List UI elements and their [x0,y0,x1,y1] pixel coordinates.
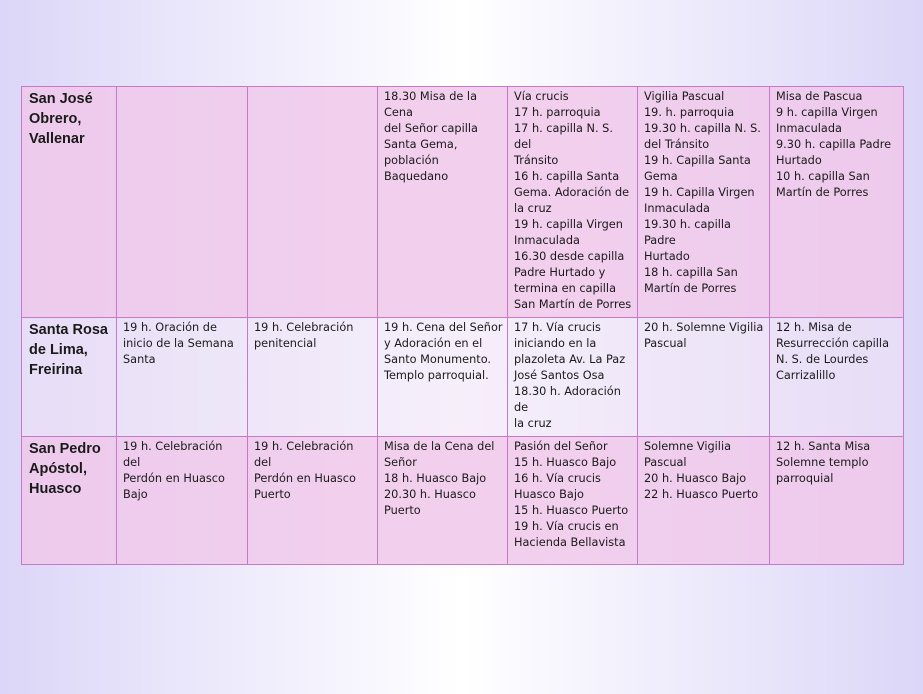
table-row [22,87,904,318]
parish-name: Santa Rosa de Lima, Freirina [22,318,117,437]
table-row [22,437,904,565]
schedule-cell [248,87,378,318]
schedule-cell: 12 h. Misa de Resurrección capilla N. S. de Lourdes Carrizalillo [770,318,904,437]
schedule-cell: Misa de Pascua 9 h. capilla Virgen Inmaculada 9.30 h. capilla Padre Hurtado 10 h. capilla San Martín de Porres [770,87,904,318]
schedule-cell: 19 h. Celebración del Perdón en Huasco Bajo [117,437,248,565]
schedule-cell: Solemne Vigilia Pascual 20 h. Huasco Bajo 22 h. Huasco Puerto [638,437,770,565]
schedule-cell: Vigilia Pascual 19. h. parroquia 19.30 h. capilla N. S. del Tránsito 19 h. Capilla Santa Gema 19 h. Capilla Virgen Inmaculada 19.30 h. capilla Padre Hurtado 18 h. capilla San Martín de Porres [638,87,770,318]
schedule-cell: 18.30 Misa de la Cena del Señor capilla Santa Gema, población Baquedano [378,87,508,318]
schedule-cell: 19 h. Cena del Señor y Adoración en el Santo Monumento. Templo parroquial. [378,318,508,437]
schedule-cell [117,87,248,318]
schedule-cell: 19 h. Celebración del Perdón en Huasco Puerto [248,437,378,565]
schedule-cell: Misa de la Cena del Señor 18 h. Huasco Bajo 20.30 h. Huasco Puerto [378,437,508,565]
schedule-table [21,86,904,565]
schedule-cell: 19 h. Celebración penitencial [248,318,378,437]
table-row [22,318,904,437]
parish-name: San Pedro Apóstol, Huasco [22,437,117,565]
schedule-cell: 20 h. Solemne Vigilia Pascual [638,318,770,437]
schedule-cell: 19 h. Oración de inicio de la Semana Santa [117,318,248,437]
schedule-cell: Vía crucis 17 h. parroquia 17 h. capilla N. S. del Tránsito 16 h. capilla Santa Gema. Adoración de la cruz 19 h. capilla Virgen Inmaculada 16.30 desde capilla Padre Hurtado y termina en capilla San Martín de Porres [508,87,638,318]
schedule-cell: 12 h. Santa Misa Solemne templo parroquial [770,437,904,565]
schedule-cell: 17 h. Vía crucis iniciando en la plazoleta Av. La Paz José Santos Osa 18.30 h. Adoración de la cruz [508,318,638,437]
parish-name: San José Obrero, Vallenar [22,87,117,318]
schedule-cell: Pasión del Señor 15 h. Huasco Bajo 16 h. Vía crucis Huasco Bajo 15 h. Huasco Puerto 19 h. Vía crucis en Hacienda Bellavista [508,437,638,565]
